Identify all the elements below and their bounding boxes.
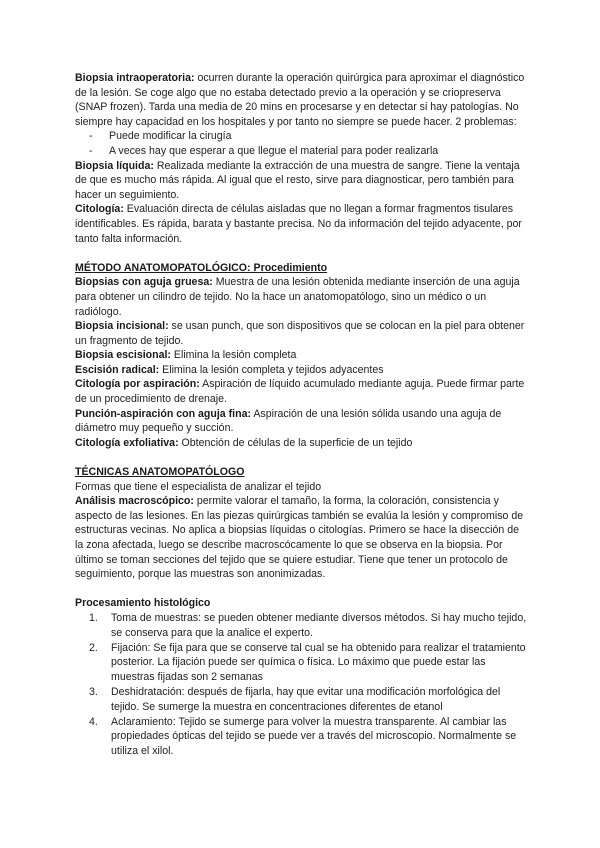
procedure-item xyxy=(75,407,527,436)
step-text: Fijación: Se fija para que se conserve tal cual se ha obtenido para realizar el tratamiento posterior. La fijación puede ser química o física. Lo máximo que puede estar las muestras fijadas son 2 semanas xyxy=(111,641,526,683)
procedure-text: Aspiración de líquido acumulado mediante aguja. Puede firmar parte de un procedimiento de drenaje. xyxy=(75,378,525,406)
tecnicas-intro: Formas que tiene el especialista de analizar el tejido xyxy=(75,480,322,493)
spacer xyxy=(75,246,527,261)
text-citologia: Evaluación directa de células aisladas que no llegan a formar fragmentos tisulares identificables. Es rápida, barata y bastante precisa. No da información del tejido adyacente, por tanto falta información. xyxy=(75,203,522,245)
step-text: Toma de muestras: se pueden obtener mediante diversos métodos. Si hay mucho tejido, se conserva para que la analice el experto. xyxy=(111,611,527,639)
procedure-text: Elimina la lesión completa y tejidos adyacentes xyxy=(159,363,384,376)
procedure-item xyxy=(75,275,527,319)
procedure-term: Punción-aspiración con aguja fina: xyxy=(75,407,251,420)
step-number: 1. xyxy=(89,611,98,624)
problems-list xyxy=(75,129,527,158)
procedure-item xyxy=(75,363,527,378)
list-item xyxy=(75,611,527,640)
list-item xyxy=(75,715,527,759)
procedure-item xyxy=(75,377,527,406)
term-biopsia-liquida: Biopsia líquida: xyxy=(75,159,154,172)
procedure-text: Elimina la lesión completa xyxy=(170,349,297,362)
procedure-text: Obtención de células de la superficie de un tejido xyxy=(178,436,413,449)
section-heading-procesamiento: Procesamiento histológico xyxy=(75,597,211,610)
step-number: 3. xyxy=(89,685,98,698)
procedure-item xyxy=(75,319,527,348)
spacer xyxy=(75,582,527,597)
procedure-term: Escisión radical: xyxy=(75,363,160,376)
text-biopsia-liquida: Realizada mediante la extracción de una muestra de sangre. Tiene la ventaja de que es mucho más rápida. Al igual que el resto, sirve para diagnosticar, pero también para hacer un seguimiento. xyxy=(75,159,520,201)
term-biopsia-intraoperatoria: Biopsia intraoperatoria: xyxy=(75,72,195,84)
section-heading-metodo: MÉTODO ANATOMOPATOLÓGICO: Procedimiento xyxy=(75,261,328,274)
spacer xyxy=(75,450,527,465)
step-text: Aclaramiento: Tejido se sumerge para volver la muestra transparente. Al cambiar las propiedades ópticas del tejido se puede ver a través del microscopio. Normalmente se utiliza el xilol. xyxy=(111,715,517,757)
section-heading-tecnicas: TÉCNICAS ANATOMOPATÓLOGO xyxy=(75,466,245,479)
list-item: - A veces hay que esperar a que llegue el material para poder realizarla xyxy=(75,144,527,159)
procedure-text: Muestra de una lesión obtenida mediante inserción de una aguja para obtener un cilindro de tejido. No la hace un anatomopatólogo, sino un médico o un radiólogo. xyxy=(75,276,520,318)
list-item xyxy=(75,641,527,685)
procedure-term: Citología por aspiración: xyxy=(75,378,200,391)
text-biopsia-intraoperatoria: ocurren durante la operación quirúrgica para aproximar el diagnóstico de la lesión. Se coge algo que no estaba detectado previo a la operación y se criopreserva (SNAP frozen). Tarda una media de 20 mins en procesarse y en detectar si hay patologías. No siempre hay capacidad en los hospitales y por tanto no siempre se puede hacer. 2 problemas: xyxy=(75,72,525,128)
procedure-item xyxy=(75,436,527,451)
procedure-text: se usan punch, que son dispositivos que se colocan en la piel para obtener un fragmento de tejido. xyxy=(75,320,525,347)
step-number: 2. xyxy=(89,641,98,654)
step-number: 4. xyxy=(89,715,98,728)
paragraph-citologia xyxy=(75,202,527,246)
list-item: - Puede modificar la cirugía xyxy=(75,129,527,144)
processing-steps-list xyxy=(75,611,527,758)
procedure-term: Citología exfoliativa: xyxy=(75,436,179,449)
procedure-term: Biopsias con aguja gruesa: xyxy=(75,276,213,289)
paragraph-analisis-macroscopico xyxy=(75,494,527,582)
list-item xyxy=(75,685,527,714)
paragraph-biopsia-liquida xyxy=(75,159,527,203)
paragraph-biopsia-intraoperatoria xyxy=(75,71,527,129)
term-citologia: Citología: xyxy=(75,203,124,216)
procedure-text: Aspiración de una lesión sólida usando una aguja de diámetro muy pequeño y succión. xyxy=(75,407,502,435)
procedure-item xyxy=(75,348,527,363)
text-analisis-macroscopico: permite valorar el tamaño, la forma, la coloración, consistencia y aspecto de las lesiones. En las piezas quirúrgicas también se evalúa la lesión y compromiso de estructuras vecinas. No aplica a biopsias líquidas o citologías. Primero se hace la disección de la zona afectada, luego se describe macroscócamente lo que se observa en la biopsia. Por último se toman secciones del tejido que se quiere estudiar. Tiene que tener un protocolo de seguimiento, porque las muestras son anonimizadas. xyxy=(75,495,524,581)
procedure-term: Biopsia incisional: xyxy=(75,320,169,333)
procedure-term: Biopsia escisional: xyxy=(75,349,171,362)
page-content xyxy=(75,71,527,759)
term-analisis-macroscopico: Análisis macroscópico: xyxy=(75,495,194,508)
step-text: Deshidratación: después de fijarla, hay que evitar una modificación morfológica del tejido. Se sumerge la muestra en concentraciones diferentes de etanol xyxy=(111,685,501,713)
